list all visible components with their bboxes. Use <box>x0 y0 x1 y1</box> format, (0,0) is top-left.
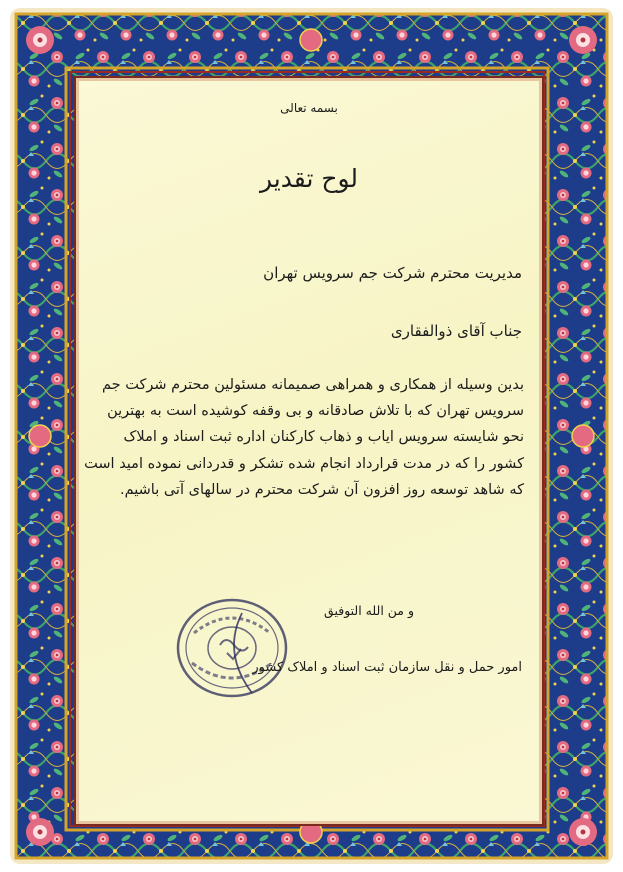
body-line: کشور را که در مدت قرارداد انجام شده تشکر و قدردانی نموده امید است <box>84 455 524 472</box>
body-line: که شاهد توسعه روز افزون آن شرکت محترم در سالهای آتی باشیم. <box>120 481 524 498</box>
closing-phrase: و من الله التوفیق <box>324 603 414 618</box>
addressee-person: جناب آقای ذوالفقاری <box>390 322 522 340</box>
addressee-company: مدیریت محترم شرکت جم سرویس تهران <box>263 264 522 282</box>
signature-department: امور حمل و نقل سازمان ثبت اسناد و املاک کشور <box>252 660 522 675</box>
certificate-paper <box>74 76 544 826</box>
certificate-title: لوح تقدیر <box>259 164 359 193</box>
body-line: نحو شایسته سرویس ایاب و ذهاب کارکنان اداره ثبت اسناد و املاک <box>123 429 524 446</box>
bismillah-heading: بسمه تعالی <box>280 101 338 115</box>
body-line: سرویس تهران که با تلاش صادقانه و بی وقفه کوشیده است به بهترین <box>107 403 524 420</box>
official-seal-stamp <box>172 593 292 703</box>
certificate-body <box>84 372 524 503</box>
body-line: بدین وسیله از همکاری و همراهی صمیمانه مسئولین محترم شرکت جم <box>101 377 524 393</box>
